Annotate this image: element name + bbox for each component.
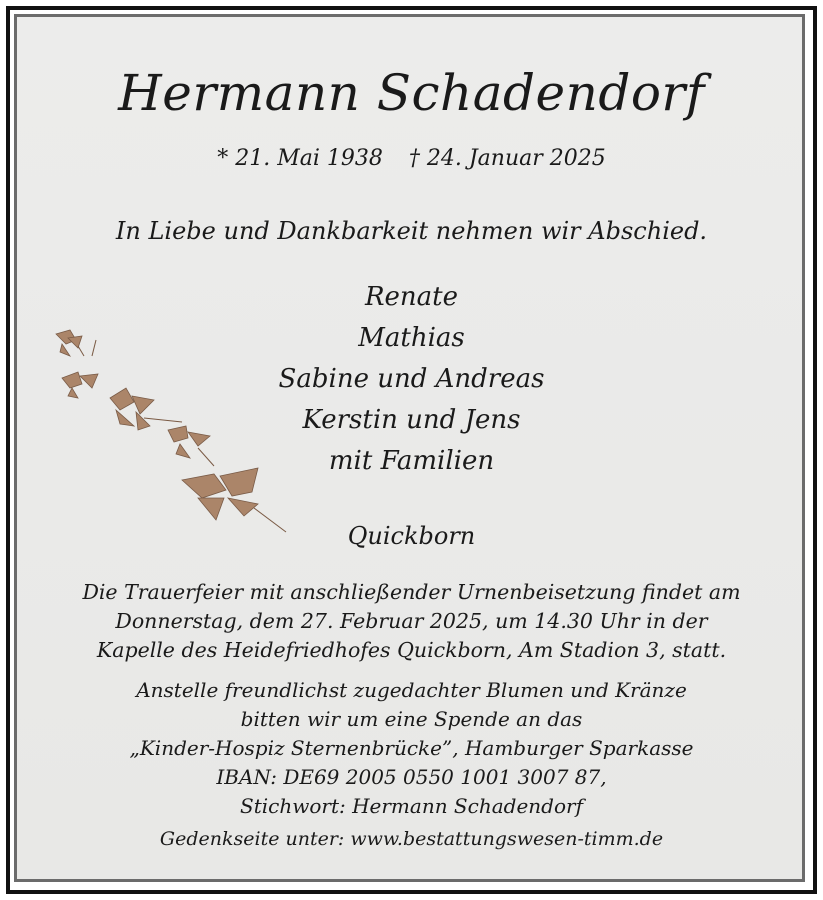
donation-request bbox=[0, 676, 823, 821]
death-date: † 24. Januar 2025 bbox=[408, 146, 606, 171]
ceremony-line: Donnerstag, dem 27. Februar 2025, um 14.30 Uhr in der bbox=[115, 609, 708, 633]
family-member: Mathias bbox=[358, 323, 465, 353]
deceased-name: Hermann Schadendorf bbox=[118, 64, 705, 122]
family-member: Kerstin und Jens bbox=[302, 405, 521, 435]
ceremony-line: Kapelle des Heidefriedhofes Quickborn, Am Stadion 3, statt. bbox=[96, 638, 727, 662]
life-dates bbox=[0, 146, 823, 171]
donation-line: „Kinder-Hospiz Sternenbrücke”, Hamburger Sparkasse bbox=[129, 736, 694, 760]
donation-line: bitten wir um eine Spende an das bbox=[240, 707, 583, 731]
family-member: mit Familien bbox=[328, 446, 495, 476]
memorial-page-link: Gedenkseite unter: www.bestattungswesen-timm.de bbox=[159, 828, 664, 850]
donation-line: IBAN: DE69 2005 0550 1001 3007 87, bbox=[216, 765, 607, 789]
farewell-line: In Liebe und Dankbarkeit nehmen wir Abschied. bbox=[115, 217, 708, 245]
ceremony-details bbox=[0, 578, 823, 665]
place-name: Quickborn bbox=[347, 522, 476, 550]
family-member: Sabine und Andreas bbox=[278, 364, 545, 394]
birth-date: * 21. Mai 1938 bbox=[217, 146, 383, 171]
donation-line: Anstelle freundlichst zugedachter Blumen und Kränze bbox=[136, 678, 687, 702]
dried-flowers-icon bbox=[48, 326, 293, 541]
donation-line: Stichwort: Hermann Schadendorf bbox=[240, 794, 583, 818]
ceremony-line: Die Trauerfeier mit anschließender Urnenbeisetzung findet am bbox=[82, 580, 741, 604]
family-member: Renate bbox=[364, 282, 459, 312]
